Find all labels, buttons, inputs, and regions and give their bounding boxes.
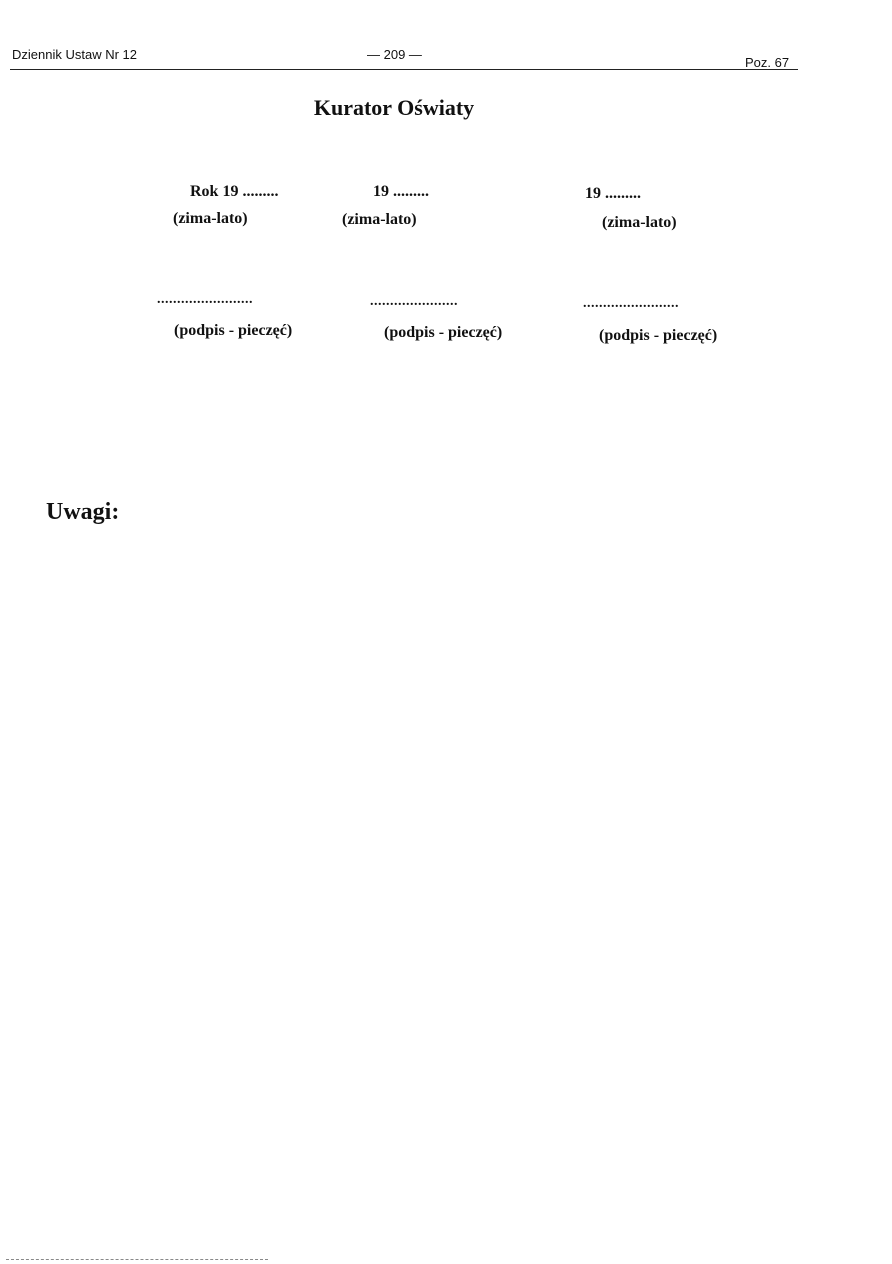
page-number: — 209 — [367,47,422,62]
signature-caption-1: (podpis - pieczęć) [174,322,293,339]
season-year-1: Rok 19 ......... [190,183,279,200]
season-period-3: (zima-lato) [602,214,677,231]
position-number: Poz. 67 [745,55,790,70]
season-period-1: (zima-lato) [173,210,248,227]
signature-line-3: ........................ [583,296,679,311]
page-title: Kurator Oświaty [313,95,475,120]
signature-line-1: ........................ [157,292,253,307]
season-year-2: 19 ......... [373,183,429,200]
notes-label: Uwagi: [46,499,120,525]
header-rule [10,69,798,70]
season-period-2: (zima-lato) [342,211,417,228]
signature-line-2: ...................... [370,294,458,309]
footer-rule [6,1259,268,1260]
season-year-3: 19 ......... [585,185,641,202]
journal-name: Dziennik Ustaw Nr 12 [12,47,137,62]
signature-caption-3: (podpis - pieczęć) [599,327,718,344]
signature-caption-2: (podpis - pieczęć) [384,324,503,341]
